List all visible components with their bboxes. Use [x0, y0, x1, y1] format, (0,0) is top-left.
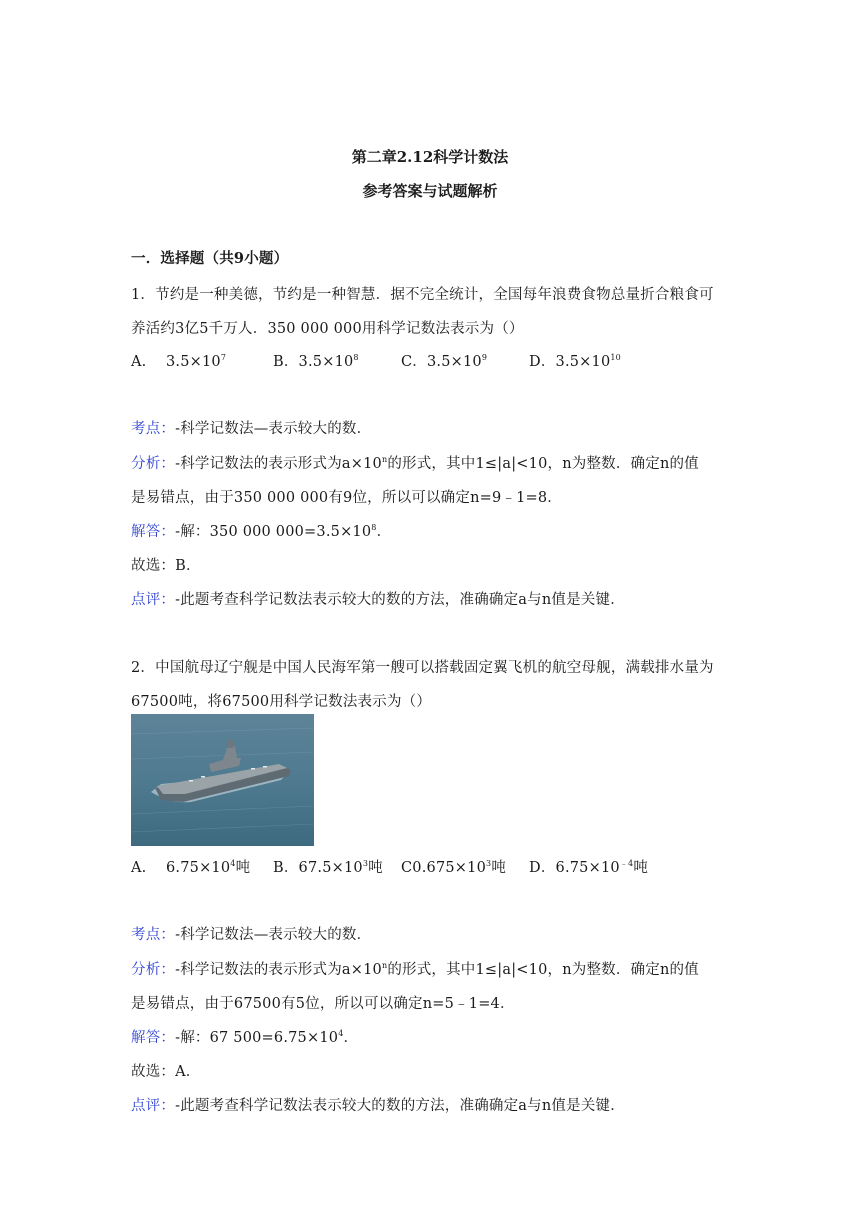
q2-option-a[interactable]: A. $6.75\times 10^4$吨: [131, 859, 251, 876]
kaodian-label: 考点：: [131, 927, 176, 943]
q2-options: [131, 856, 648, 877]
q2-option-b[interactable]: B．$67.5\times 10^3$吨: [273, 859, 383, 876]
q1-option-a[interactable]: A. $3.5\times 10^7$: [131, 353, 227, 370]
q1-option-b[interactable]: B．$3.5\times 10^8$: [273, 353, 359, 370]
q1-option-c[interactable]: C．$3.5\times 10^9$: [401, 353, 488, 370]
q1-jieda: 解答：-解：350 000 $000=3.5\times 10^8$．: [131, 523, 392, 540]
q2-stem-line1: 2．中国航母辽宁舰是中国人民海军第一艘可以搭载固定翼飞机的航空母舰，满载排水量为: [131, 660, 714, 676]
q2-dianping: 点评：-此题考查科学记数法表示较大的数的方法，准确确定a与n值是关键．: [131, 1098, 625, 1114]
q1-dianping: 点评：-此题考查科学记数法表示较大的数的方法，准确确定a与n值是关键．: [131, 592, 625, 608]
q2-fenxi-line1: 分析：-科学记数法的表示形式为$a\times 10^n$的形式，其中1≤|a|<10，n为整数．确定n的值: [131, 961, 699, 978]
page-subtitle: 参考答案与试题解析: [362, 182, 498, 200]
page-title: 第二章2.12科学计数法: [351, 148, 509, 166]
q2-option-c[interactable]: $C0.675\times 10^3$吨: [401, 859, 507, 876]
fenxi-label: 分析：: [131, 962, 176, 978]
q2-jieda: 解答：-解：67 $500=6.75\times 10^4$．: [131, 1029, 359, 1046]
jieda-label: 解答：: [131, 1030, 176, 1046]
q1-options: [131, 350, 621, 371]
q2-fenxi-line2: 是易错点，由于67500有5位，所以可以确定n=5﹣1=4．: [131, 996, 515, 1012]
section-heading: 一．选择题（共9小题）: [131, 250, 289, 267]
kaodian-label: 考点：: [131, 421, 176, 437]
aircraft-carrier-image: [131, 714, 314, 846]
q1-fenxi-line2: 是易错点，由于350 000 000有9位，所以可以确定n=9﹣1=8．: [131, 490, 562, 506]
q1-answer: 故选：B．: [131, 558, 201, 574]
jieda-label: 解答：: [131, 524, 176, 540]
q1-kaodian: 考点：-科学记数法—表示较大的数．: [131, 421, 372, 437]
q2-stem-line2: 67500吨，将67500用科学记数法表示为（）: [131, 694, 432, 710]
dianping-label: 点评：: [131, 1098, 176, 1114]
q2-answer: 故选：A．: [131, 1064, 201, 1080]
q1-stem-line1: 1．节约是一种美德，节约是一种智慧．据不完全统计，全国每年浪费食物总量折合粮食可: [131, 287, 714, 303]
fenxi-label: 分析：: [131, 456, 176, 472]
dianping-label: 点评：: [131, 592, 176, 608]
q1-option-d[interactable]: D．$3.5\times 10^{10}$: [529, 353, 621, 370]
q1-fenxi-line1: 分析：-科学记数法的表示形式为$a\times 10^n$的形式，其中1≤|a|<10，n为整数．确定n的值: [131, 455, 699, 472]
q2-option-d[interactable]: D．$6.75\times 10^{﹣4}$吨: [529, 859, 649, 876]
q1-stem-line2: 养活约3亿5千万人．350 000 000用科学记数法表示为（）: [131, 321, 524, 337]
q2-kaodian: 考点：-科学记数法—表示较大的数．: [131, 927, 372, 943]
